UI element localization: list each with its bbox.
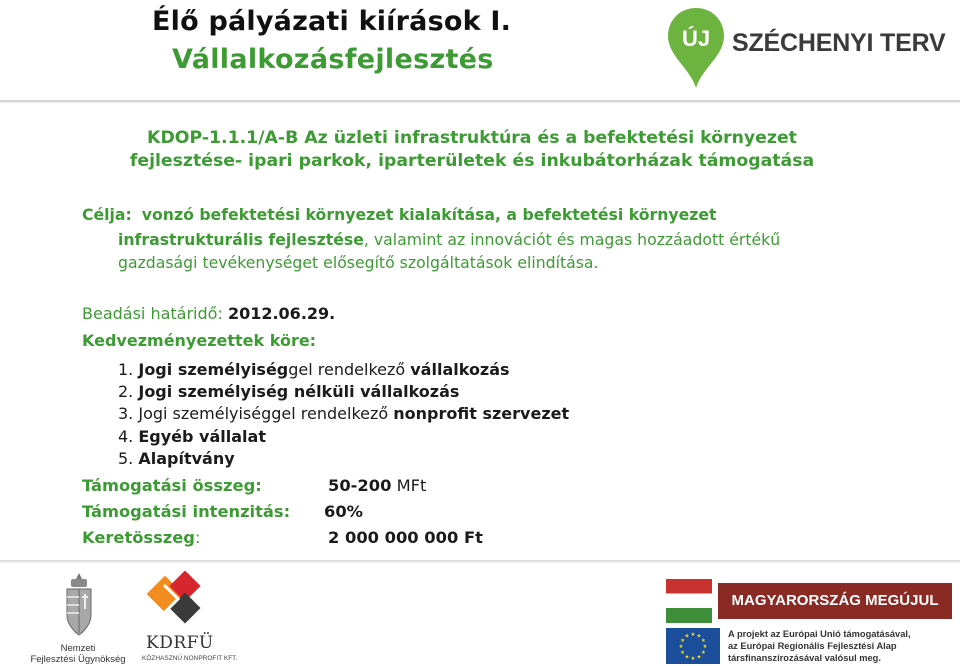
eu-notice-line3: társfinanszírozásával valósul meg. [728, 653, 881, 663]
list-item-bold: Jogi személyiség [138, 360, 289, 379]
list-item-number: 4. [118, 427, 134, 446]
deadline-colon: : [217, 304, 223, 323]
slide-title-line2: Vállalkozásfejlesztés [172, 44, 494, 75]
list-item-bold: Egyéb vállalat [138, 427, 266, 446]
magyarorszag-megujul-banner [666, 579, 952, 623]
kdrfu-mark-icon [144, 571, 214, 629]
support-intensity-row [82, 502, 363, 521]
slide-body [0, 103, 960, 563]
svg-text:★: ★ [700, 638, 706, 644]
eu-notice-line1: A projekt az Európai Unió támogatásával, [728, 629, 911, 639]
deadline-label: Beadási határidő [82, 304, 218, 323]
svg-text:★: ★ [684, 654, 690, 661]
program-title-line1: KDOP-1.1.1/A-B Az üzleti infrastruktúra és a befektetési környezet [147, 128, 797, 148]
hungarian-crest-icon [62, 571, 96, 641]
svg-text:★: ★ [702, 644, 708, 650]
svg-text:★: ★ [690, 632, 696, 638]
aim-text-bold: vonzó befektetési környezet kialakítása [141, 205, 496, 224]
deadline-value: 2012.06.29. [227, 304, 336, 323]
svg-text:★: ★ [680, 638, 686, 644]
list-item-bold: Alapítvány [138, 449, 235, 468]
list-item-number: 2. [118, 382, 134, 401]
aim-label: Célja: [82, 205, 132, 224]
svg-text:★: ★ [678, 644, 684, 650]
svg-text:★: ★ [680, 650, 686, 656]
budget-value: 2 000 000 000 Ft [328, 528, 483, 547]
support-intensity-value: 60% [324, 502, 363, 521]
list-item [118, 382, 459, 401]
nfu-logo [28, 571, 128, 666]
support-amount-row [82, 476, 427, 495]
list-item [118, 449, 235, 468]
location-pin-icon [666, 6, 726, 90]
slide-header [0, 0, 960, 100]
brand-name: SZÉCHENYI TERV [732, 29, 946, 57]
deadline-row [82, 304, 335, 323]
aim-line3: gazdasági tevékenységet elősegítő szolgáltatások elindítása. [118, 253, 599, 272]
szechenyi-terv-logo [666, 6, 946, 90]
aim-line1 [82, 205, 717, 224]
list-item-number: 5. [118, 449, 134, 468]
list-item-text: Jogi személyiséggel rendelkező [138, 404, 394, 423]
eu-funding-notice [666, 628, 956, 664]
support-intensity-label: Támogatási intenzitás: [82, 502, 291, 521]
aim-text-regular: , valamint az innovációt és magas hozzáadott értékű [363, 230, 781, 249]
list-item-number: 1. [118, 360, 134, 379]
kdrfu-subtitle: KÖZHASZNÚ NONPROFIT KFT. [142, 655, 238, 662]
banner-text: MAGYARORSZÁG MEGÚJUL [718, 583, 952, 619]
svg-text:★: ★ [684, 633, 690, 640]
kdrfu-logo [138, 571, 238, 666]
list-item-bold-2: vállalkozás [410, 360, 510, 379]
aim-text-bold-3: infrastrukturális fejlesztése [118, 230, 364, 249]
support-amount-unit: MFt [391, 476, 427, 495]
svg-text:★: ★ [690, 656, 696, 662]
eu-flag-icon [666, 628, 720, 664]
slide-title-line1: Élő pályázati kiírások I. [152, 6, 512, 37]
support-amount-label: Támogatási összeg: [82, 476, 262, 495]
aim-text-bold-2: , a befektetési környezet [495, 205, 717, 224]
budget-label: Keretösszeg [82, 528, 195, 547]
svg-text:★: ★ [700, 650, 706, 656]
budget-row [82, 528, 483, 547]
brand-pin-label: ÚJ [681, 26, 711, 51]
eu-notice-line2: az Európai Regionális Fejlesztési Alap [728, 641, 897, 651]
list-item [118, 404, 569, 423]
list-item [118, 360, 510, 379]
list-item-bold: nonprofit szervezet [393, 404, 570, 423]
svg-text:★: ★ [696, 654, 702, 661]
support-amount-value-group [328, 476, 426, 495]
budget-colon: : [194, 528, 201, 547]
list-item-bold: Jogi személyiség nélküli vállalkozás [138, 382, 460, 401]
slide-footer [0, 563, 960, 666]
svg-text:★: ★ [696, 633, 702, 640]
aim-line2 [118, 230, 780, 249]
nfu-name-line2: Fejlesztési Ügynökség [30, 654, 126, 665]
beneficiaries-heading: Kedvezményezettek köre: [82, 331, 317, 350]
kdrfu-name: KDRFÜ [146, 633, 214, 653]
program-title-line2: fejlesztése- ipari parkok, iparterületek és inkubátorházak támogatása [129, 151, 815, 171]
list-item-text: gel rendelkező [288, 360, 411, 379]
nfu-name-line1: Nemzeti [60, 643, 96, 654]
list-item [118, 427, 266, 446]
hungarian-flag-icon [666, 579, 712, 623]
support-amount-value: 50-200 [328, 476, 392, 495]
list-item-number: 3. [118, 404, 134, 423]
